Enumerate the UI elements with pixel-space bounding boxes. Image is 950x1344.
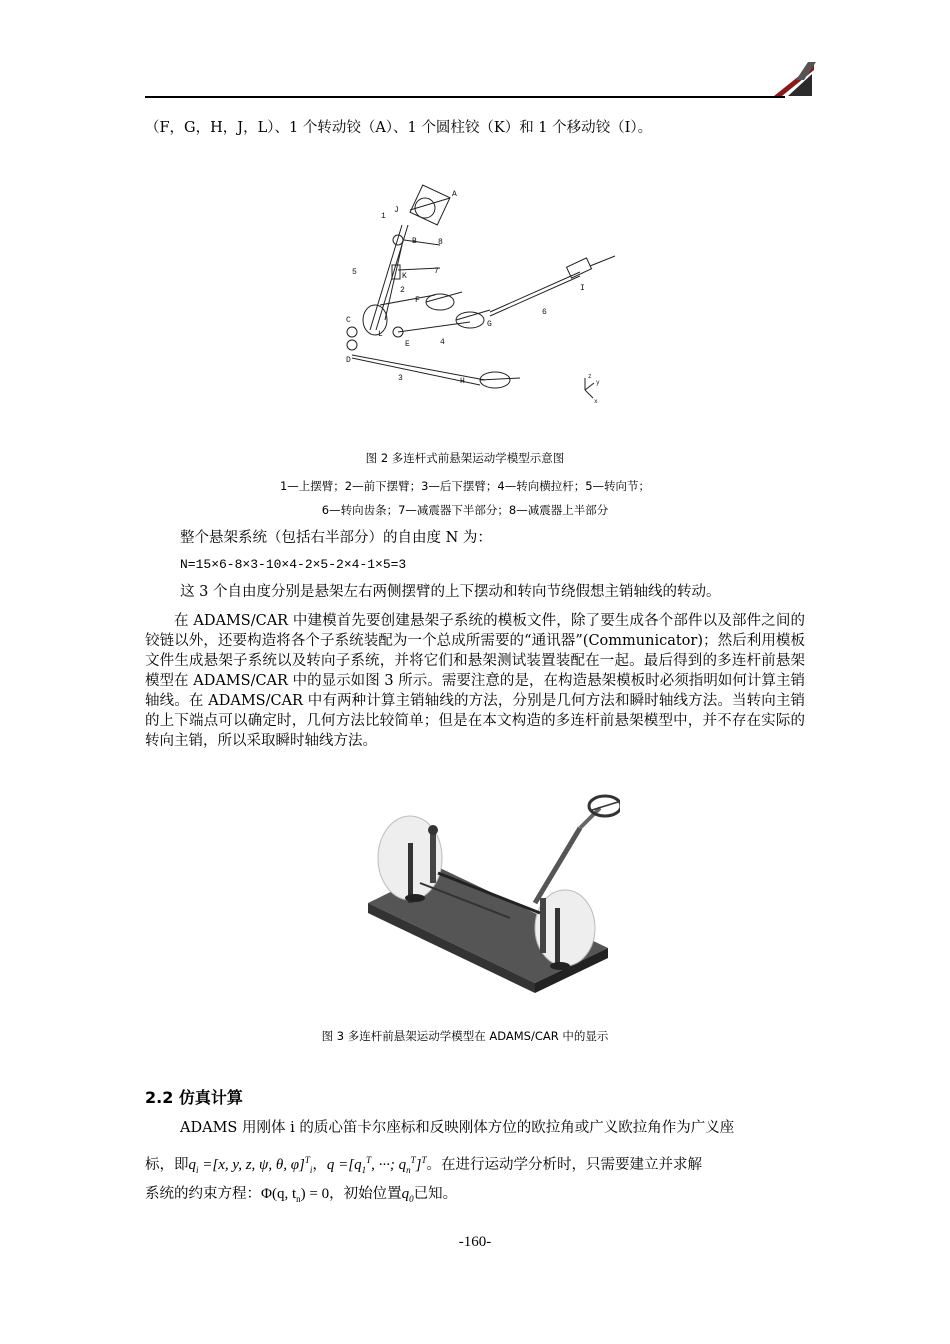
section-heading: 2.2 仿真计算 <box>145 1088 243 1107</box>
page-number: -160- <box>458 1234 492 1250</box>
comma: ， <box>312 1157 327 1173</box>
fig2-label-i: I <box>580 284 585 293</box>
fig2-label-b: B <box>412 237 417 246</box>
fig2-label-4: 4 <box>440 338 445 347</box>
fig2-label-h: H <box>460 377 465 386</box>
figure2-legend-line2: 6—转向齿条；7—减震器下半部分；8—减震器上半部分 <box>321 503 609 517</box>
paragraph-dof-explain: 这 3 个自由度分别是悬架左右两侧摆臂的上下摆动和转向节绕假想主销轴线的转动。 <box>180 584 721 600</box>
fig2-axis-x: x <box>594 398 598 405</box>
paragraph-adams-modeling: 在 ADAMS/CAR 中建模首先要创建悬架子系统的模板文件，除了要生成各个部件以及部件之间的铰链以外，还要构造将各个子系统装配为一个总成所需要的“通讯器”(Communicator)；然后利用模板文件生成悬架子系统以及转向子系统，并将它们和悬架测试装置装配在一起。最后得到的多连杆前悬架模型在 ADAMS/CAR 中的显示如图 3 所示。需要注意的是，在构造悬架模板时必须指明如何计算主销轴线。在 ADAMS/CAR 中有两种计算主销轴线的方法，分别是几何方法和瞬时轴线方法。当转向主销的上下端点可以确定时，几何方法比较简单；但是在本文构造的多连杆前悬架模型中，并不存在实际的转向主销，所以采取瞬时轴线方法。 <box>145 613 805 749</box>
header-rule <box>145 96 785 98</box>
figure2-legend-line1: 1—上摆臂；2—前下摆臂；3—后下摆臂；4—转向横拉杆；5—转向节； <box>279 479 651 493</box>
initial-position-symbol: $q_0$ <box>401 1186 414 1204</box>
fig2-label-d: D <box>346 356 351 365</box>
fig2-label-8: 8 <box>438 238 443 247</box>
fig2-label-2: 2 <box>400 286 405 295</box>
fig2-label-5: 5 <box>352 268 357 277</box>
fig2-label-j: J <box>394 206 399 215</box>
line3-tail: 已知。 <box>413 1186 458 1202</box>
fig2-label-k: K <box>402 272 407 281</box>
line3-lead: 系统的约束方程： <box>145 1186 261 1202</box>
coordinate-vector-formula: $q =[q_1^T$, ···; $q_n^T]^T$ <box>326 1155 427 1175</box>
fig2-label-e: E <box>405 340 410 349</box>
fig2-axis-z: z <box>588 373 592 380</box>
fig2-axis-y: y <box>596 379 600 386</box>
paragraph-dof-intro: 整个悬架系统（包括右半部分）的自由度 N 为： <box>180 530 492 546</box>
suspension-schematic-figure <box>330 180 630 410</box>
line3-mid: ，初始位置 <box>329 1186 402 1202</box>
paragraph-coordinates-line2 <box>145 1150 702 1180</box>
line2-tail: 。在进行运动学分析时，只需要建立并求解 <box>426 1157 703 1173</box>
line2-lead: 标，即 <box>145 1157 189 1173</box>
adams-car-model-figure <box>360 788 620 1018</box>
fig2-label-g: G <box>487 320 492 329</box>
constraint-equation: Φ(q, $t_n) = 0$ <box>261 1186 330 1204</box>
generalized-coordinate-formula: $q_i =[x$, y, z, ψ, θ, φ]$^T_i$ <box>188 1155 313 1175</box>
dof-equation: N=15×6-8×3-10×4-2×5-2×4-1×5=3 <box>180 557 407 572</box>
figure2-caption: 图 2 多连杆式前悬架运动学模型示意图 <box>365 451 565 465</box>
fig2-label-c: C <box>346 316 351 325</box>
fig2-label-1: 1 <box>381 212 386 221</box>
fig2-label-f: F <box>415 296 420 305</box>
paragraph-coordinates-line3 <box>145 1184 457 1209</box>
paragraph-coordinates-line1: ADAMS 用刚体 i 的质心笛卡尔座标和反映刚体方位的欧拉角或广义欧拉角作为广义座 <box>180 1120 735 1136</box>
fig2-label-7: 7 <box>434 267 439 276</box>
top-line: （F，G，H，J，L）、1 个转动铰（A）、1 个圆柱铰（K）和 1 个移动铰（I）。 <box>145 120 653 136</box>
fig2-label-a: A <box>452 190 457 199</box>
fig2-label-6: 6 <box>542 308 547 317</box>
figure3-caption: 图 3 多连杆前悬架运动学模型在 ADAMS/CAR 中的显示 <box>321 1029 609 1043</box>
fig2-label-l: L <box>378 330 383 339</box>
fig2-label-3: 3 <box>398 374 403 383</box>
